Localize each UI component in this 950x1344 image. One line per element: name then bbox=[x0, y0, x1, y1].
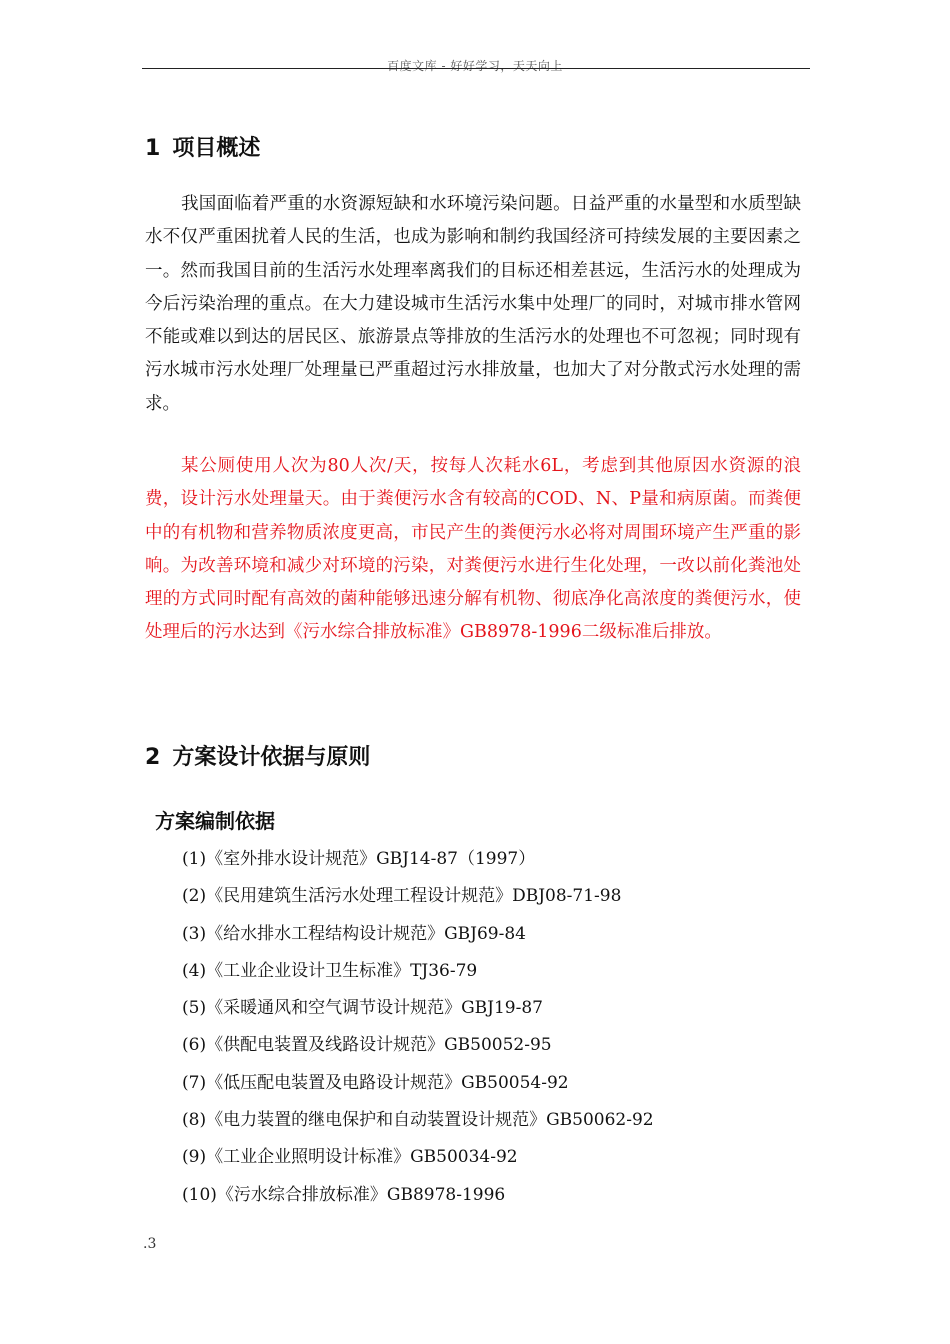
header-divider bbox=[142, 68, 810, 69]
section-1-number: 1 bbox=[145, 136, 161, 161]
reference-list bbox=[182, 845, 654, 1218]
page-header: 百度文库 - 好好学习，天天向上 bbox=[387, 59, 563, 73]
section-1-title: 项目概述 bbox=[172, 136, 261, 161]
reference-item: (1)《室外排水设计规范》GBJ14-87（1997） bbox=[182, 849, 536, 869]
section-1-paragraph-2: 某公厕使用人次为80人次/天，按每人次耗水6L，考虑到其他原因水资源的浪费，设计污水处理量天。由于粪便污水含有较高的COD、N、P量和病原菌。而粪便中的有机物和营养物质浓度更高，市民产生的粪便污水必将对周围环境产生严重的影响。为改善环境和减少对环境的污染，对粪便污水进行生化处理，一改以前化粪池处理的方式同时配有高效的菌种能够迅速分解有机物、彻底净化高浓度的粪便污水，使处理后的污水达到《污水综合排放标准》GB8978-1996二级标准后排放。 bbox=[145, 456, 801, 643]
subsection-heading: 方案编制依据 bbox=[155, 809, 275, 833]
reference-item: (3)《给水排水工程结构设计规范》GBJ69-84 bbox=[182, 923, 526, 944]
section-2-number: 2 bbox=[145, 745, 161, 770]
page-number: .3 bbox=[143, 1236, 157, 1252]
reference-item: (9)《工业企业照明设计标准》GB50034-92 bbox=[182, 1147, 518, 1168]
section-1-paragraph-1: 我国面临着严重的水资源短缺和水环境污染问题。日益严重的水量型和水质型缺水不仅严重困扰着人民的生活，也成为影响和制约我国经济可持续发展的主要因素之一。然而我国目前的生活污水处理率离我们的目标还相差甚远，生活污水的处理成为今后污染治理的重点。在大力建设城市生活污水集中处理厂的同时，对城市排水管网不能或难以到达的居民区、旅游景点等排放的生活污水的处理也不可忽视；同时现有污水城市污水处理厂处理量已严重超过污水排放量，也加大了对分散式污水处理的需求。 bbox=[145, 194, 801, 414]
reference-item: (2)《民用建筑生活污水处理工程设计规范》DBJ08-71-98 bbox=[182, 886, 622, 907]
section-1-heading bbox=[145, 131, 260, 162]
reference-item: (10)《污水综合排放标准》GB8978-1996 bbox=[182, 1184, 506, 1205]
reference-item: (7)《低压配电装置及电路设计规范》GB50054-92 bbox=[182, 1072, 569, 1093]
reference-item: (8)《电力装置的继电保护和自动装置设计规范》GB50062-92 bbox=[182, 1110, 654, 1131]
reference-item: (6)《供配电装置及线路设计规范》GB50052-95 bbox=[182, 1035, 552, 1056]
section-2-title: 方案设计依据与原则 bbox=[172, 745, 371, 770]
reference-item: (4)《工业企业设计卫生标准》TJ36-79 bbox=[182, 960, 478, 981]
section-2-heading bbox=[145, 740, 370, 771]
reference-item: (5)《采暖通风和空气调节设计规范》GBJ19-87 bbox=[182, 998, 543, 1019]
